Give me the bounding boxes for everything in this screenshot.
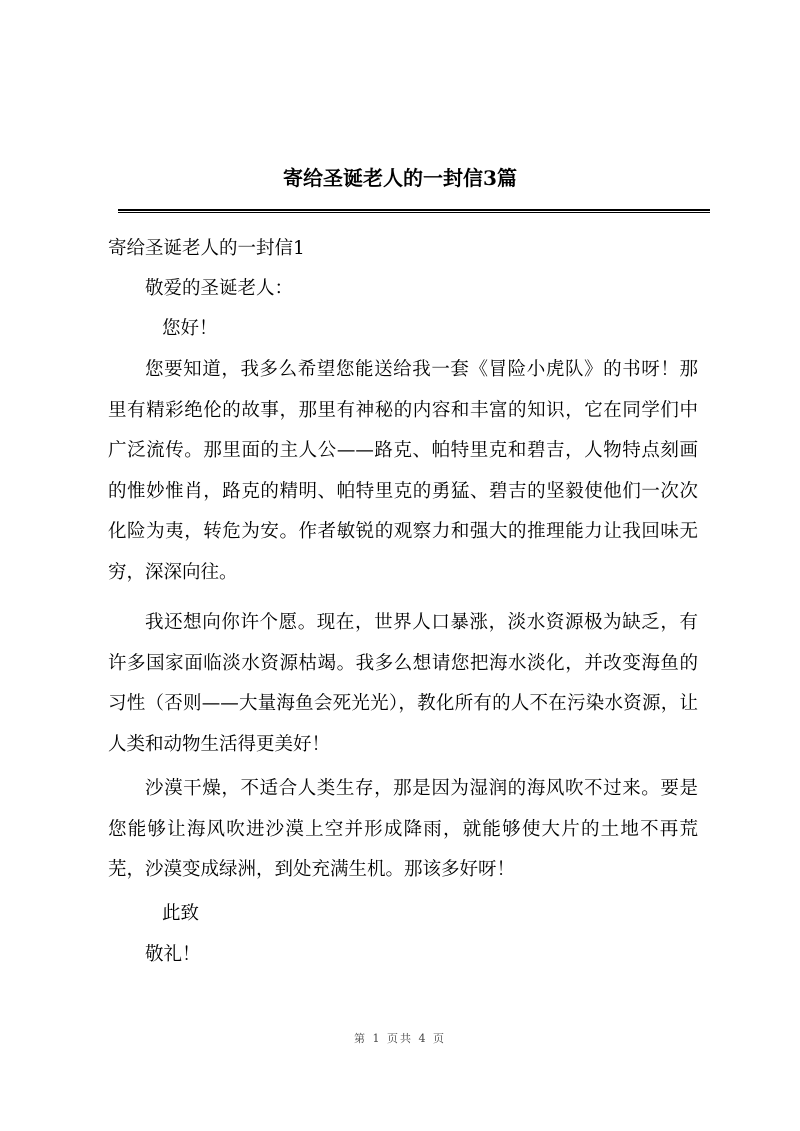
greeting: 您好！ [162, 318, 218, 339]
page-number: 第 1 页共 4 页 [354, 1032, 446, 1045]
paragraph-2: 我还想向你许个愿。现在，世界人口暴涨，淡水资源极为缺乏，有许多国家面临淡水资源枯竭。我多么想请您把海水淡化，并改变海鱼的习性（否则——大量海鱼会死光光），教化所有的人不在污染水资源，让人类和动物生活得更美好！ [108, 612, 698, 755]
letter-heading: 寄给圣诞老人的一封信1 [108, 238, 305, 259]
salutation: 敬爱的圣诞老人： [145, 278, 294, 299]
paragraph-1: 您要知道，我多么希望您能送给我一套《冒险小虎队》的书呀！那里有精彩绝伦的故事，那里有神秘的内容和丰富的知识，它在同学们中广泛流传。那里面的主人公——路克、帕特里克和碧吉，人物特点刻画的惟妙惟肖，路克的精明、帕特里克的勇猛、碧吉的坚毅使他们一次次化险为夷，转危为安。作者敏锐的观察力和强大的推理能力让我回味无穷，深深向往。 [108, 359, 698, 583]
document-title: 寄给圣诞老人的一封信3篇 [283, 166, 517, 190]
closing-salute: 敬礼！ [145, 944, 201, 965]
paragraph-3: 沙漠干燥，不适合人类生存，那是因为湿润的海风吹不过来。要是您能够让海风吹进沙漠上空并形成降雨，就能够使大片的土地不再荒芜，沙漠变成绿洲，到处充满生机。那该多好呀！ [108, 778, 698, 880]
title-divider [118, 209, 710, 213]
closing-respectfully: 此致 [162, 903, 200, 924]
